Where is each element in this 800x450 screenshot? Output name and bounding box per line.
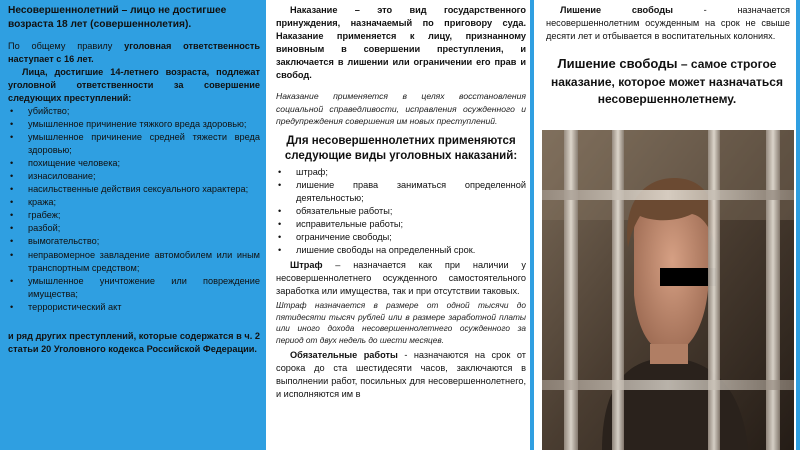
deprivation-big-def: – самое строгое наказание, которое может назначаться несовершеннолетнему. <box>551 57 783 107</box>
right-column <box>534 0 800 450</box>
punishment-term: Наказание <box>290 5 338 15</box>
list-item: • лишение права заниматься определенной деятельностью; <box>276 179 526 205</box>
list-item: • изнасилование; <box>8 170 260 183</box>
list-item: • умышленное уничтожение или повреждение имущества; <box>8 275 260 301</box>
list-item: • обязательные работы; <box>276 205 526 218</box>
general-rule <box>8 40 260 66</box>
list-item: • умышленное причинение тяжкого вреда здоровью; <box>8 118 260 131</box>
fine-def: – назначается как при наличии у несовершеннолетнего осужденного самостоятельного заработка или имущества, так и при отсутствии таковых. <box>276 260 526 297</box>
column-divider <box>796 0 800 450</box>
list-item: • террористический акт <box>8 301 260 314</box>
middle-column <box>266 0 534 450</box>
list-item: • исправительные работы; <box>276 218 526 231</box>
deprivation-term: Лишение свободы <box>560 5 673 15</box>
boy-behind-bars-photo <box>542 130 794 450</box>
types-heading: Для несовершеннолетних применяются следующие виды уголовных наказаний: <box>284 134 518 162</box>
punishment-types-list <box>276 166 526 257</box>
list-item: • разбой; <box>8 222 260 235</box>
deprivation-definition <box>534 0 800 43</box>
list-item: • грабеж; <box>8 209 260 222</box>
from-14-heading: Лица, достигшие 14-летнего возраста, подлежат уголовной ответственности за совершение следующих преступлений: <box>8 66 260 103</box>
list-item: • кража; <box>8 196 260 209</box>
list-item: • лишение свободы на определенный срок. <box>276 244 526 257</box>
punishment-purpose: Наказание применяется в целях восстановления социальной справедливости, исправления осужденного и предупреждения совершения им новых преступлений. <box>276 91 526 127</box>
fine-definition <box>276 259 526 298</box>
deprivation-emphasis <box>542 55 792 109</box>
list-item: • убийство; <box>8 105 260 118</box>
general-rule-bold: уголовная ответственность наступает с 16 лет. <box>8 40 260 64</box>
works-term: Обязательные работы <box>290 349 398 360</box>
fine-detail: Штраф назначается в размере от одной тысячи до пятидесяти тысяч рублей или в размере заработной платы или иного дохода несовершеннолетнего осужденного за период от двух недель до шести месяцев. <box>276 300 526 345</box>
list-item: • ограничение свободы; <box>276 231 526 244</box>
list-item: • штраф; <box>276 166 526 179</box>
fine-term: Штраф <box>290 260 323 271</box>
other-crimes-note: и ряд других преступлений, которые содержатся в ч. 2 статьи 20 Уголовного кодекса Российской Федерации. <box>8 330 260 354</box>
list-item: • вымогательство; <box>8 235 260 248</box>
list-item: • насильственные действия сексуального характера; <box>8 183 260 196</box>
list-item: • похищение человека; <box>8 157 260 170</box>
list-item: • неправомерное завладение автомобилем или иным транспортным средством; <box>8 249 260 275</box>
punishment-def: – это вид государственного принуждения, назначаемый по приговору суда. Наказание применяется к лицу, признанному виновным в совершении преступления, и заключается в лишении или ограничении его прав и свобод. <box>276 5 526 81</box>
works-definition <box>276 349 526 401</box>
works-def: - назначаются на срок от сорока до ста шестидесяти часов, заключаются в выполнении работ, посильных для несовершеннолетнего, и исполняются им в <box>276 349 526 400</box>
list-item: • умышленное причинение средней тяжести вреда здоровью; <box>8 131 260 157</box>
crimes-list <box>8 105 260 314</box>
general-rule-text: По общему правилу <box>8 40 125 51</box>
deprivation-big-term: Лишение свободы <box>557 56 678 72</box>
punishment-definition <box>276 4 526 82</box>
minor-definition: Несовершеннолетний – лицо не достигшее возраста 18 лет (совершеннолетия). <box>8 5 227 30</box>
deprivation-def: - назначается несовершеннолетним осужденным на срок не свыше десяти лет и отбывается в воспитательных колониях. <box>546 5 790 42</box>
left-column <box>0 0 266 450</box>
